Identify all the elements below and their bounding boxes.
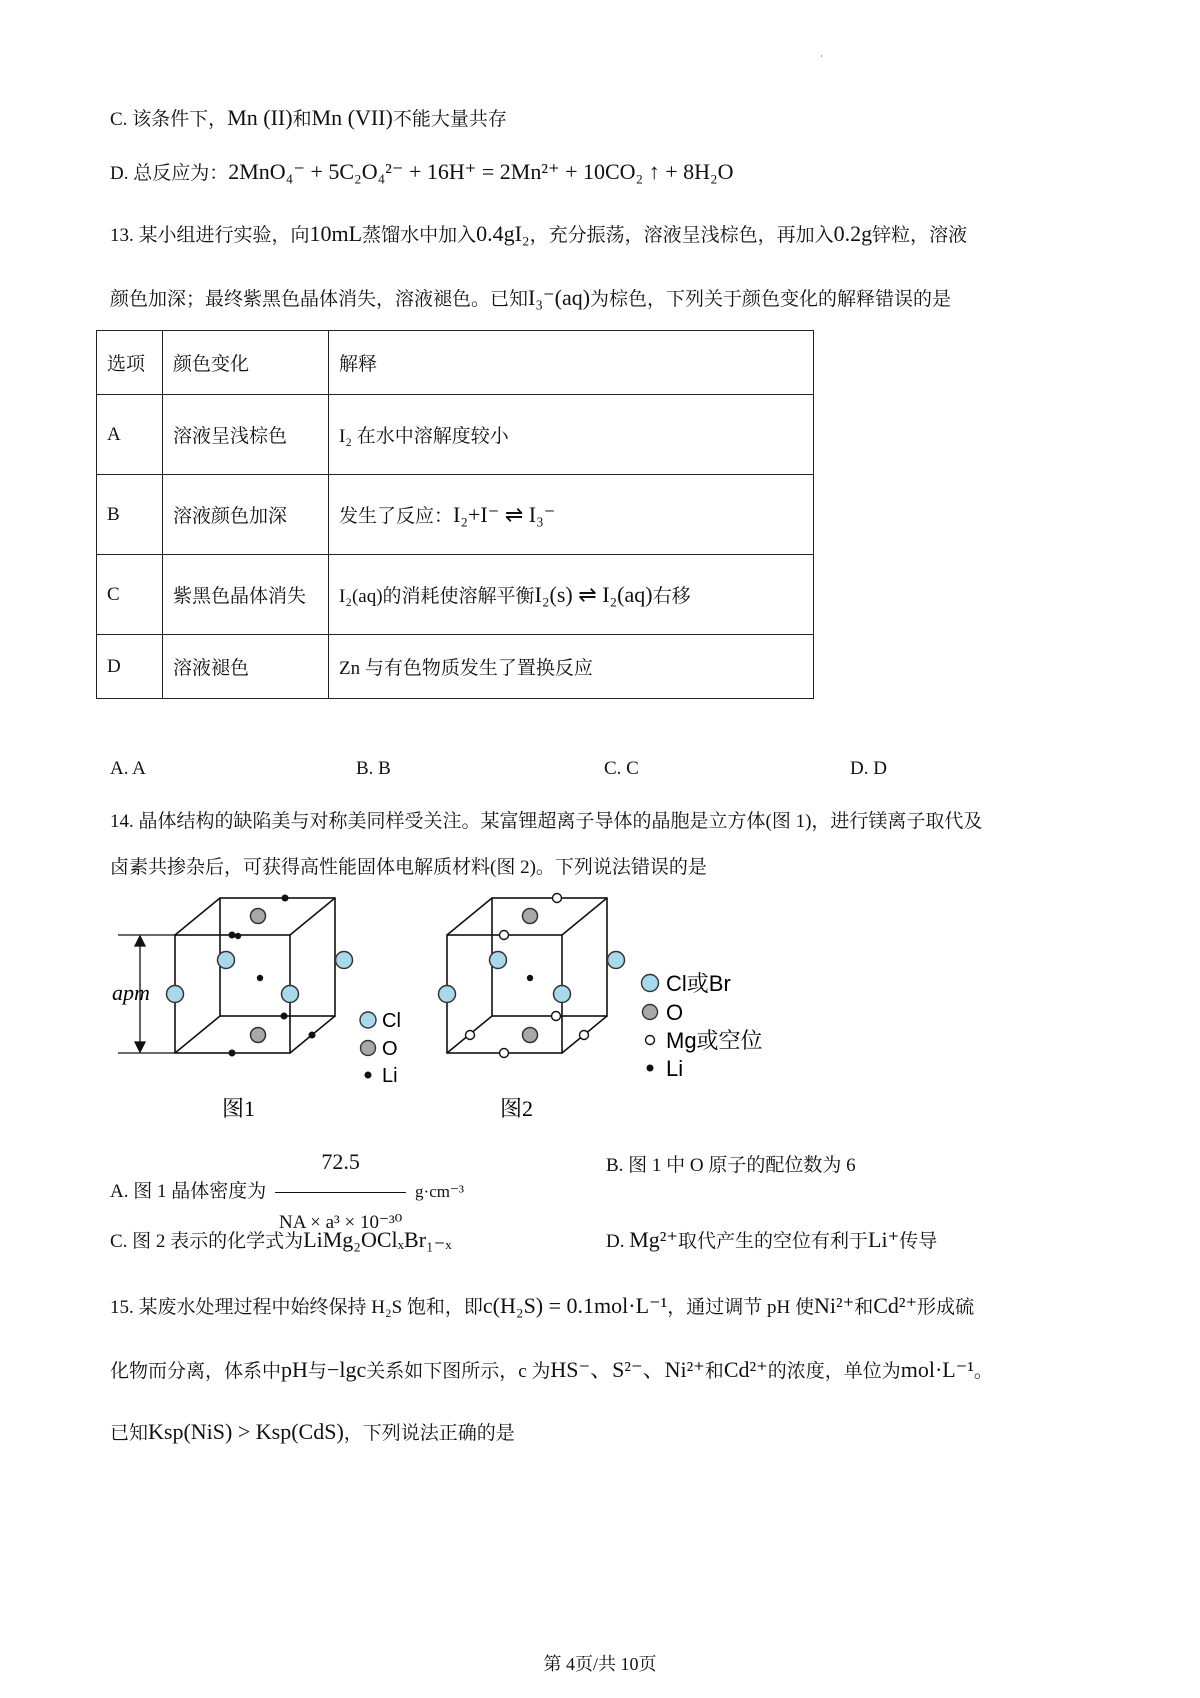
figure-1-legend (360, 1010, 401, 1087)
cl-atom (282, 986, 299, 1003)
figure-2-li-atoms (527, 975, 533, 981)
q14-stem-line2: 卤素共掺杂后，可获得高性能固体电解质材料(图 2)。下列说法错误的是 (110, 857, 707, 878)
row-change: 溶液褪色 (163, 635, 329, 699)
q13-table (96, 330, 814, 699)
table-row (97, 635, 814, 699)
row-option: D (97, 635, 163, 699)
row-explanation: Zn 与有色物质发生了置换反应 (329, 635, 814, 699)
fig1-dimension-label: apm (112, 980, 150, 1005)
cl-atom (167, 986, 184, 1003)
row-option: A (97, 395, 163, 475)
header-explanation: 解释 (329, 331, 814, 395)
q14-option-b[interactable]: B. 图 1 中 O 原子的配位数为 6 (606, 1155, 856, 1176)
total-reaction-equation: 2MnO₄⁻ + 5C₂O₄²⁻ + 16H⁺ = 2Mn²⁺ + 10CO₂ ↑ + 8H₂O (228, 159, 734, 184)
q13-option-c[interactable]: C. C (604, 758, 639, 779)
header-option: 选项 (97, 331, 163, 395)
table-row (97, 475, 814, 555)
q14-stem-line1: 14. 晶体结构的缺陷美与对称美同样受关注。某富锂超离子导体的晶胞是立方体(图 1)，进行镁离子取代及 (110, 811, 983, 832)
q13-stem-line2: 颜色加深；最终紫黑色晶体消失，溶液褪色。已知I₃⁻(aq)为棕色，下列关于颜色变化的解释错误的是 (110, 285, 952, 310)
q12-option-c[interactable]: C. 该条件下，Mn (II)和Mn (VII)不能大量共存 (110, 105, 507, 130)
o-atom (251, 909, 266, 924)
q13-option-b[interactable]: B. B (356, 758, 391, 779)
q14-option-d[interactable]: D. Mg²⁺取代产生的空位有利于Li⁺传导 (606, 1227, 938, 1252)
legend-o: O (666, 1000, 684, 1025)
legend-cl-br: Cl或Br (666, 971, 731, 996)
page-footer: 第 4页/共 10页 (543, 1654, 657, 1674)
table-row (97, 555, 814, 635)
figure-2-caption: 图2 (500, 1096, 534, 1120)
legend-o: O (382, 1038, 398, 1060)
o-atom (251, 1028, 266, 1043)
q14-option-a[interactable]: A. 图 1 晶体密度为 $\frac{72.5}{\text{NA × a³ × 10⁻³⁰}}$ g·cm⁻³ (110, 1132, 464, 1253)
figure-2-legend (642, 971, 763, 1081)
cl-atom (336, 952, 353, 969)
row-explanation: I₂ 在水中溶解度较小 (329, 395, 814, 475)
q13-option-d[interactable]: D. D (850, 758, 887, 779)
row-change: 溶液呈浅棕色 (163, 395, 329, 475)
row-explanation: I₂(aq)的消耗使溶解平衡I₂(s) ⇌ I₂(aq)右移 (329, 555, 814, 635)
q12-option-d[interactable]: D. 总反应为：2MnO₄⁻ + 5C₂O₄²⁻ + 16H⁺ = 2Mn²⁺ + 10CO₂ ↑ + 8H₂O (110, 159, 734, 184)
figure-1-caption: 图1 (222, 1096, 256, 1120)
legend-mg-vacancy: Mg或空位 (666, 1028, 763, 1053)
legend-cl: Cl (382, 1010, 401, 1032)
row-change: 溶液颜色加深 (163, 475, 329, 555)
row-option: B (97, 475, 163, 555)
row-option: C (97, 555, 163, 635)
q13-stem-line1: 13. 某小组进行实验，向10mL蒸馏水中加入0.4gI₂，充分振荡，溶液呈浅棕色，再加入0.2g锌粒，溶液 (110, 221, 968, 246)
table-row (97, 395, 814, 475)
density-fraction: $\frac{72.5}{\text{NA × a³ × 10⁻³⁰}}$ (275, 1132, 406, 1253)
legend-li: Li (666, 1056, 684, 1081)
crystal-figures (0, 880, 1200, 1120)
q15-stem-line2: 化物而分离，体系中pH与−lgc关系如下图所示，c 为HS⁻、S²⁻、Ni²⁺和Cd²⁺的浓度，单位为mol·L⁻¹。 (110, 1357, 993, 1382)
legend-li: Li (382, 1065, 398, 1087)
figure-1-li-atoms (229, 895, 316, 1057)
q15-stem-line3: 已知Ksp(NiS) > Ksp(CdS)，下列说法正确的是 (110, 1419, 515, 1444)
header-color-change: 颜色变化 (163, 331, 329, 395)
table-header-row (97, 331, 814, 395)
row-change: 紫黑色晶体消失 (163, 555, 329, 635)
cl-atom (218, 952, 235, 969)
q13-option-a[interactable]: A. A (110, 758, 146, 779)
q15-stem-line1: 15. 某废水处理过程中始终保持 H₂S 饱和，即c(H₂S) = 0.1mol·L⁻¹，通过调节 pH 使Ni²⁺和Cd²⁺形成硫 (110, 1293, 975, 1318)
q14-option-c[interactable]: C. 图 2 表示的化学式为LiMg₂OClₓBr₁₋ₓ (110, 1227, 452, 1252)
row-explanation: 发生了反应：I₂+I⁻ ⇌ I₃⁻ (329, 475, 814, 555)
scan-speck: · (820, 52, 823, 61)
